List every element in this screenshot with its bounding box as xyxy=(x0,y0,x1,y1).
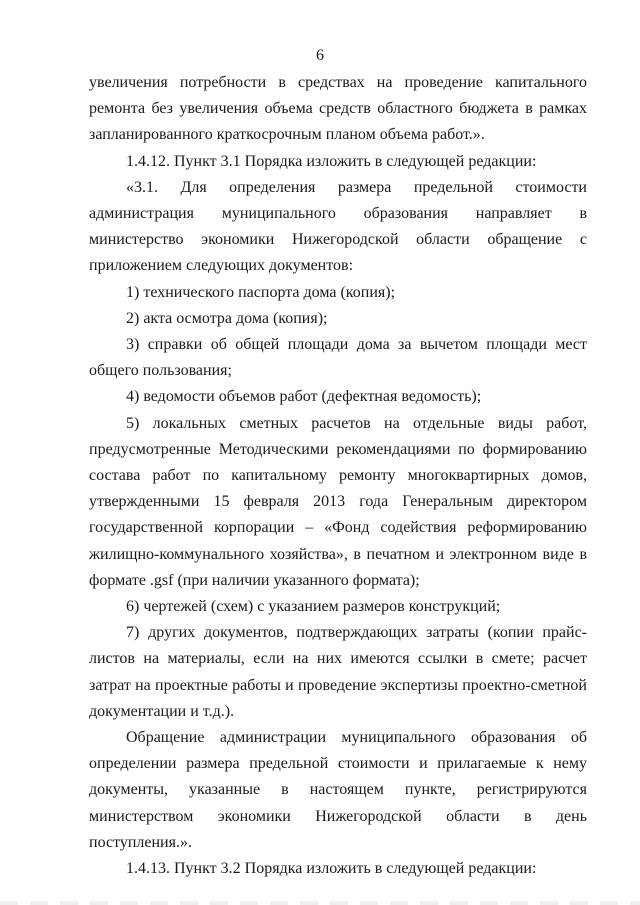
list-item-6: 6) чертежей (схем) с указанием размеров конструкций; xyxy=(126,598,501,616)
list-item-4: 4) ведомости объемов работ (дефектная ведомость); xyxy=(126,388,482,406)
document-body xyxy=(89,70,587,882)
list-item-2: 2) акта осмотра дома (копия); xyxy=(126,309,328,327)
scan-artifact-line xyxy=(0,901,640,905)
list-item-5: 5) локальных сметных расчетов на отдельные виды работ, предусмотренные Методическими рекомендациями по формированию состава работ по капитальному ремонту многоквартирных домов, утвержденными 15 февраля 2013 года Генеральным директором государственной корпорации – «Фонд содействия реформированию жилищно-коммунального хозяйства», в печатном и электронном виде в формате .gsf (при наличии указанного формата); xyxy=(89,414,587,589)
paragraph-budget-continuation: увеличения потребности в средствах на проведение капитального ремонта без увеличения объема средств областного бюджета в рамках запланированного краткосрочным планом объема работ.». xyxy=(89,74,587,144)
paragraph-3-1: «3.1. Для определения размера предельной стоимости администрация муниципального образования направляет в министерство экономики Нижегородской области обращение с приложением следующих документов: xyxy=(89,178,587,275)
list-item-1: 1) технического паспорта дома (копия); xyxy=(126,283,396,301)
paragraph-1-4-12: 1.4.12. Пункт 3.1 Порядка изложить в следующей редакции: xyxy=(126,152,537,170)
list-item-3: 3) справки об общей площади дома за вычетом площади мест общего пользования; xyxy=(89,336,587,380)
paragraph-registration: Обращение администрации муниципального образования об определении размера предельной стоимости и прилагаемые к нему документы, указанные в настоящем пункте, регистрируются министерством экономики Нижегородской области в день поступления.». xyxy=(89,729,587,851)
page-number: 6 xyxy=(316,47,324,64)
list-item-7: 7) других документов, подтверждающих затраты (копии прайс-листов на материалы, если на них имеются ссылки в смете; расчет затрат на проектные работы и проведение экспертизы проектно-сметной документации и т.д.). xyxy=(89,624,587,720)
paragraph-1-4-13: 1.4.13. Пункт 3.2 Порядка изложить в следующей редакции: xyxy=(126,860,537,878)
